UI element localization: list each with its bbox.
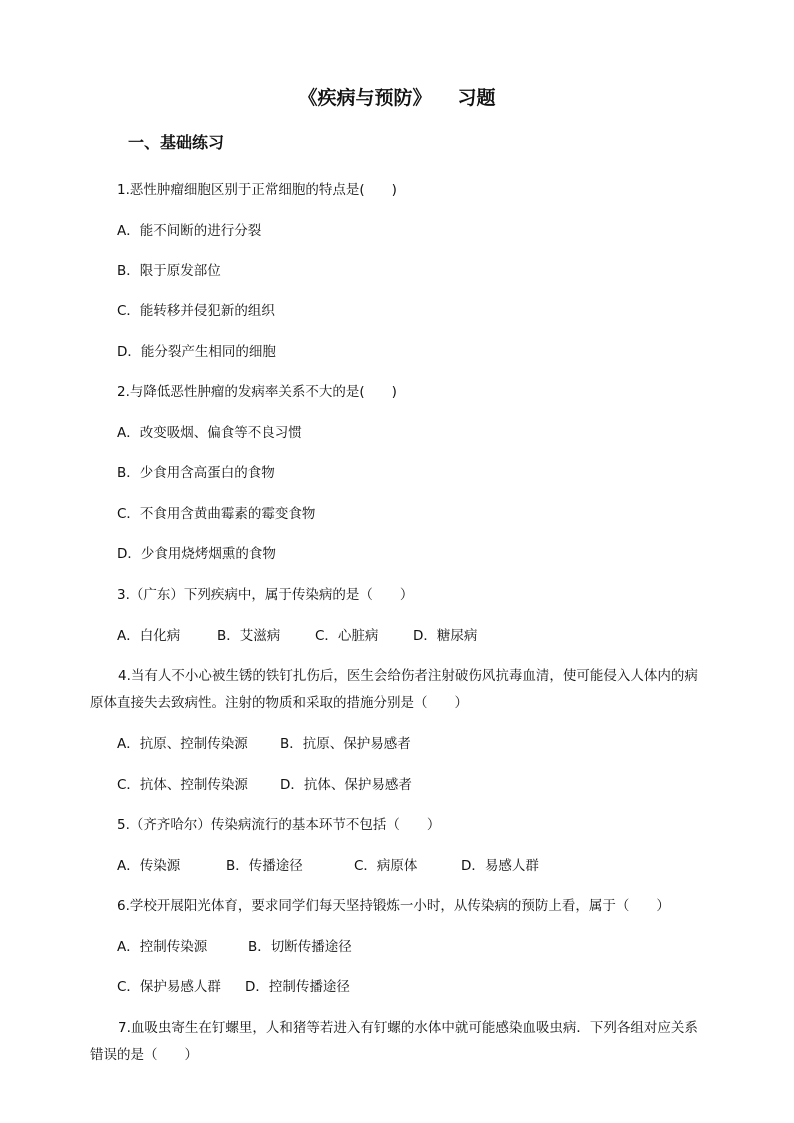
title-main: 《疾病与预防》 xyxy=(298,87,432,109)
question-1-option-c: C．能转移并侵犯新的组织 xyxy=(117,303,275,319)
question-5-option-b: B．传播途径 xyxy=(226,858,303,874)
question-6-options-row-1 xyxy=(117,938,352,956)
question-6-option-d: D．控制传播途径 xyxy=(245,979,350,995)
question-4-option-c: C．抗体、控制传染源 xyxy=(117,777,248,793)
question-3-option-d: D．糖尿病 xyxy=(413,628,478,644)
question-3-stem: 3.（广东）下列疾病中，属于传染病的是（ ） xyxy=(117,587,414,603)
question-4-option-d: D．抗体、保护易感者 xyxy=(280,777,412,793)
question-1-stem: 1.恶性肿瘤细胞区别于正常细胞的特点是( ) xyxy=(117,182,397,198)
question-3-option-c: C．心脏病 xyxy=(315,628,379,644)
question-6-option-b: B．切断传播途径 xyxy=(248,939,352,955)
question-2-option-b: B．少食用含高蛋白的食物 xyxy=(117,465,275,481)
section-heading: 一、基础练习 xyxy=(128,133,225,152)
question-5-option-a: A．传染源 xyxy=(117,858,181,874)
question-2-option-a: A．改变吸烟、偏食等不良习惯 xyxy=(117,425,302,441)
question-2-option-d: D．少食用烧烤烟熏的食物 xyxy=(117,546,276,562)
question-4-stem: 4.当有人不小心被生锈的铁钉扎伤后，医生会给伤者注射破伤风抗毒血清，使可能侵入人体内的病原体直接失去致病性。注射的物质和采取的措施分别是（ ） xyxy=(90,668,698,711)
question-6-option-c: C．保护易感人群 xyxy=(117,979,221,995)
question-3-options xyxy=(117,627,477,645)
question-2-option-c: C．不食用含黄曲霉素的霉变食物 xyxy=(117,506,316,522)
title-sub: 习题 xyxy=(457,87,496,109)
question-5-options xyxy=(117,857,539,875)
question-4-option-a: A．抗原、控制传染源 xyxy=(117,736,248,752)
question-5-option-d: D．易感人群 xyxy=(461,858,539,874)
question-4-option-b: B．抗原、保护易感者 xyxy=(280,736,411,752)
question-5-stem: 5.（齐齐哈尔）传染病流行的基本环节不包括（ ） xyxy=(117,817,441,833)
page-title xyxy=(0,86,794,110)
question-6-options-row-2 xyxy=(117,978,350,996)
question-4-options-row-2 xyxy=(117,776,412,794)
question-1-option-d: D．能分裂产生相同的细胞 xyxy=(117,344,276,360)
question-4-options-row-1 xyxy=(117,735,411,753)
question-3-option-b: B．艾滋病 xyxy=(217,628,281,644)
question-3-option-a: A．白化病 xyxy=(117,628,181,644)
question-7-stem: 7.血吸虫寄生在钉螺里，人和猪等若进入有钉螺的水体中就可能感染血吸虫病．下列各组对应关系错误的是（ ） xyxy=(90,1020,698,1063)
question-6-stem: 6.学校开展阳光体育，要求同学们每天坚持锻炼一小时，从传染病的预防上看，属于（ ） xyxy=(117,898,670,914)
question-1-option-b: B．限于原发部位 xyxy=(117,263,221,279)
question-5-option-c: C．病原体 xyxy=(354,858,418,874)
question-2-stem: 2.与降低恶性肿瘤的发病率关系不大的是( ) xyxy=(117,384,397,400)
question-1-option-a: A．能不间断的进行分裂 xyxy=(117,223,262,239)
question-6-option-a: A．控制传染源 xyxy=(117,939,208,955)
